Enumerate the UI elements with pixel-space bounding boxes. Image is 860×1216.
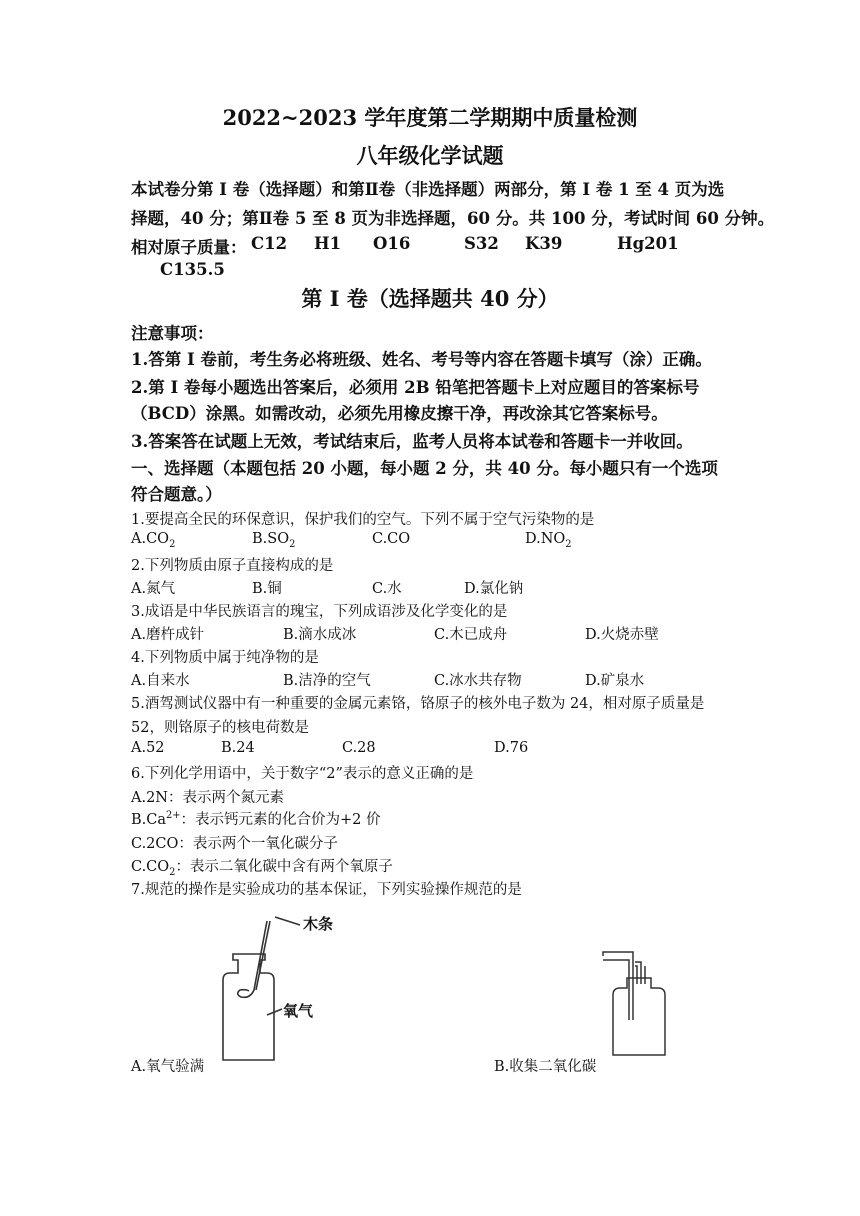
oxygen-label: 氧气	[283, 1002, 314, 1020]
atomic-mass-c: C12	[251, 234, 288, 253]
question-4-option-d: D.矿泉水	[585, 673, 645, 689]
atomic-mass-cl: C135.5	[160, 260, 225, 279]
note-item-2b: （BCD）涂黑。如需改动，必须先用橡皮擦干净，再改涂其它答案标号。	[131, 404, 668, 423]
question-1-stem: 1.要提高全民的环保意识，保护我们的空气。下列不属于空气污染物的是	[131, 512, 595, 528]
note-item-2a: 2.第 I 卷每小题选出答案后，必须用 2B 铅笔把答题卡上对应题目的答案标号	[131, 378, 700, 397]
collection-bottle-figure	[595, 950, 675, 1060]
question-4-option-b: B.洁净的空气	[283, 673, 371, 689]
question-1-option-c: C.CO	[372, 531, 411, 547]
atomic-mass-s: S32	[464, 234, 499, 253]
question-1-option-a: $A.CO_2$	[131, 531, 176, 550]
note-item-1: 1.答第 I 卷前，考生务必将班级、姓名、考号等内容在答题卡填写（涂）正确。	[131, 350, 712, 369]
question-3-option-c: C.木已成舟	[434, 627, 508, 643]
intro-line-1: 本试卷分第 I 卷（选择题）和第Ⅱ卷（非选择题）两部分，第 I 卷 1 至 4 页为选	[131, 180, 725, 199]
question-2-option-a: A.氮气	[131, 581, 176, 597]
note-item-3: 3.答案答在试题上无效，考试结束后，监考人员将本试卷和答题卡一并收回。	[131, 432, 693, 451]
notes-heading: 注意事项：	[131, 324, 214, 343]
part1-heading-line-2: 符合题意。）	[131, 485, 222, 504]
intro-line-2: 择题，40 分；第Ⅱ卷 5 至 8 页为非选择题，60 分。共 100 分，考试时间 60 分钟。	[131, 209, 775, 228]
question-6-option-a: A.2N：表示两个氮元素	[131, 790, 284, 806]
question-1-option-b: $B.SO_2$	[252, 531, 296, 550]
question-1-option-d: $D.NO_2$	[525, 531, 572, 550]
oxygen-bottle-figure	[205, 905, 365, 1065]
question-5-stem-line-1: 5.酒驾测试仪器中有一种重要的金属元素铬，铬原子的核外电子数为 24，相对原子质量是	[131, 696, 705, 712]
question-7-option-b: B.收集二氧化碳	[494, 1059, 597, 1075]
question-3-option-d: D.火烧赤壁	[585, 627, 659, 643]
question-5-option-c: C.28	[342, 740, 376, 756]
part1-heading-line-1: 一、选择题（本题包括 20 小题，每小题 2 分，共 40 分。每小题只有一个选项	[131, 459, 718, 478]
section-title: 第 I 卷（选择题共 40 分）	[301, 286, 559, 311]
question-4-option-c: C.冰水共存物	[434, 673, 522, 689]
question-2-option-b: B.铜	[252, 581, 282, 597]
exam-subtitle: 八年级化学试题	[356, 143, 504, 168]
question-2-stem: 2.下列物质由原子直接构成的是	[131, 558, 334, 574]
splint-label: 木条	[303, 915, 334, 933]
question-6-option-c: C.2CO：表示两个一氧化碳分子	[131, 836, 338, 852]
question-2-option-d: D.氯化钠	[464, 581, 524, 597]
question-4-stem: 4.下列物质中属于纯净物的是	[131, 650, 319, 666]
question-5-option-b: B.24	[221, 740, 255, 756]
question-4-option-a: A.自来水	[131, 673, 190, 689]
question-3-option-a: A.磨杵成针	[131, 627, 205, 643]
question-5-option-a: A.52	[131, 740, 165, 756]
exam-title: 2022~2023 学年度第二学期期中质量检测	[222, 105, 638, 130]
question-2-option-c: C.水	[372, 581, 402, 597]
question-6-stem: 6.下列化学用语中，关于数字“2”表示的意义正确的是	[131, 766, 474, 782]
bottle-icon	[613, 978, 665, 1055]
question-3-option-b: B.滴水成冰	[283, 627, 357, 643]
question-5-option-d: D.76	[494, 740, 529, 756]
gas-bottle-icon	[223, 954, 274, 1060]
question-5-stem-line-2: 52，则铬原子的核电荷数是	[131, 720, 309, 736]
atomic-mass-label: 相对原子质量：	[131, 238, 247, 257]
atomic-mass-o: O16	[373, 234, 411, 253]
question-6-option-b: $B.Ca^{2+}$：表示钙元素的化合价为+2 价	[131, 810, 381, 828]
atomic-mass-h: H1	[314, 234, 342, 253]
question-7-option-a: A.氧气验满	[131, 1059, 205, 1075]
question-7-stem: 7.规范的操作是实验成功的基本保证，下列实验操作规范的是	[131, 882, 522, 898]
atomic-mass-hg: Hg201	[617, 234, 679, 253]
question-3-stem: 3.成语是中华民族语言的瑰宝，下列成语涉及化学变化的是	[131, 604, 508, 620]
atomic-mass-k: K39	[525, 234, 563, 253]
question-6-option-d: $C.CO_2$：表示二氧化碳中含有两个氧原子	[131, 859, 393, 878]
